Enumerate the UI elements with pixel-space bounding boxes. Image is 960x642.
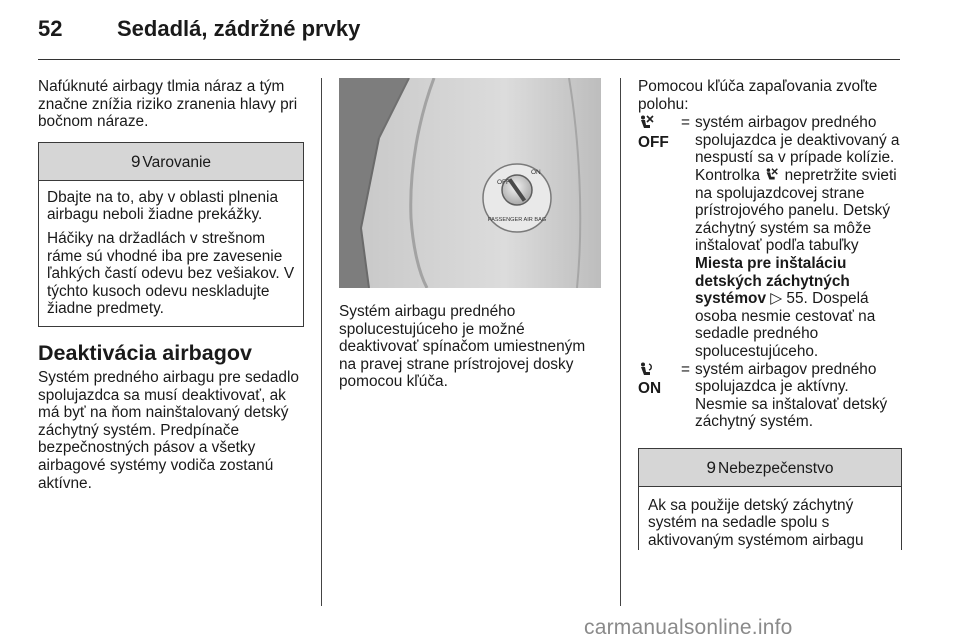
on-description: systém airbagov predného spolujazdca je aktívny. Nesmie sa inštalovať detský záchytný systém. <box>695 360 888 431</box>
airbag-switch-illustration <box>339 78 601 288</box>
airbag-on-icon <box>638 361 656 379</box>
off-text-c: . Dospelá osoba nesmie cestovať na sedadle predného spolucestujúceho. <box>695 290 876 360</box>
page-number: 52 <box>38 16 63 41</box>
warning-header <box>39 143 303 181</box>
column-3 <box>638 78 902 550</box>
column-divider-1 <box>321 78 322 606</box>
airbag-off-icon <box>638 114 656 132</box>
off-equals: = <box>681 114 690 132</box>
intro-paragraph: Nafúknuté airbagy tlmia náraz a tým značne znížia riziko zranenia hlavy pri bočnom náraze. <box>38 78 298 131</box>
section-paragraph: Systém predného airbagu pre sedadlo spolujazdca sa musí deaktivovať, ak má byť na ňom nainštalovaný detský záchytný systém. Predpínače bezpečnostných pásov a všetky airbagové systémy vodiča zostanú aktívne. <box>38 368 299 492</box>
warning-title: Varovanie <box>142 153 212 171</box>
chapter-title: Sedadlá, zádržné prvky <box>117 16 361 41</box>
danger-triangle-icon: 9 <box>706 457 716 477</box>
header-divider <box>38 59 900 60</box>
off-text-a: systém airbagov predného spolujazdca je deaktivovaný a nespustí sa v prípade kolízie. Kontrolka <box>695 114 900 184</box>
switch-on-label: ON <box>531 169 541 176</box>
switch-off-label: OFF <box>497 179 510 186</box>
danger-box <box>638 448 902 550</box>
dashboard-side-panel-icon <box>339 78 601 288</box>
on-label: ON <box>638 380 662 398</box>
warning-box <box>38 142 304 327</box>
off-definition <box>638 114 902 360</box>
on-symbol <box>638 361 678 398</box>
column-divider-2 <box>620 78 621 606</box>
danger-paragraph: Ak sa použije detský záchytný systém na sedadle spolu s aktivovaným systémom airbagu <box>648 496 864 550</box>
warning-paragraph-2: Háčiky na držadlách v strešnom ráme sú vhodné iba pre zavesenie ľahkých častí odevu bez vešiakov. V týchto kusoch odevu neskladujte žiadne predmety. <box>47 229 295 318</box>
section-heading: Deaktivácia airbagov <box>38 340 252 365</box>
warning-triangle-icon: 9 <box>130 151 141 171</box>
column3-intro: Pomocou kľúča zapaľovania zvoľte polohu: <box>638 78 878 113</box>
off-description <box>695 114 902 360</box>
off-page-reference: 55 <box>786 290 804 308</box>
watermark: carmanualsonline.info <box>584 616 793 639</box>
off-bold-reference: Miesta pre inštaláciu detských záchytných systémov <box>695 254 850 308</box>
airbag-off-indicator-icon <box>764 167 780 183</box>
column-2 <box>339 303 601 391</box>
on-equals: = <box>681 360 690 378</box>
column-1 <box>38 78 304 492</box>
figure-caption: Systém airbagu predného spolucestujúceho je možné deaktivovať spínačom umiestneným na pravej strane prístrojovej dosky pomocou kľúča. <box>339 303 586 391</box>
danger-header <box>639 449 901 487</box>
page-header <box>0 0 960 56</box>
danger-title: Nebezpečenstvo <box>718 459 834 477</box>
off-label: OFF <box>638 133 669 151</box>
on-definition <box>638 361 902 431</box>
off-text-b: nepretržite svieti na spolujazdcovej strane prístrojového panelu. Detský záchytný systém sa môže inštalovať podľa tabuľky <box>695 166 897 255</box>
switch-caption-label: PASSENGER AIR BAG <box>487 217 547 223</box>
page-reference-icon: ▷ <box>770 290 783 308</box>
warning-body <box>39 181 303 326</box>
warning-paragraph-1: Dbajte na to, aby v oblasti plnenia airbagu neboli žiadne prekážky. <box>47 188 279 224</box>
off-symbol <box>638 114 678 151</box>
danger-body <box>639 487 901 550</box>
